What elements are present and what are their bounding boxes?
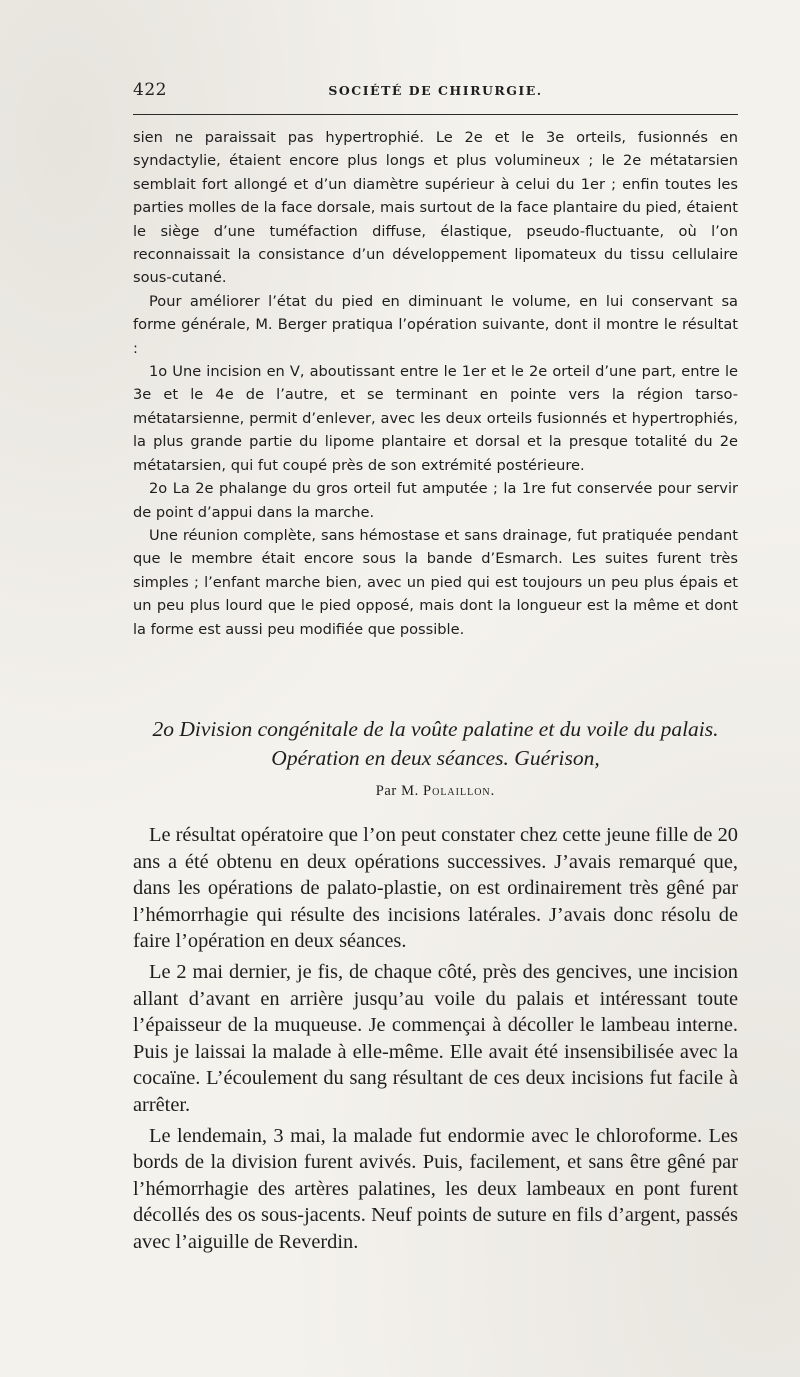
case-paragraph: 1o Une incision en V, aboutissant entre le 1er et le 2e orteil d’une part, entre le 3e et le 4e de l’autre, et se terminant en pointe vers la région tarso-métatarsienne, permit d’enlever, avec les deux orteils fusionnés et hypertrophiés, la plus grande partie du lipome plantaire et dorsal et la presque totalité du 2e métatarsien, qui fut coupé près de son extrémité postérieure. (133, 363, 738, 474)
section-title-line: 2o Division congénitale de la voûte palatine et du voile du palais. (152, 717, 719, 741)
running-title: SOCIÉTÉ DE CHIRURGIE. (328, 83, 543, 98)
section-title (133, 715, 738, 773)
page-header (133, 80, 738, 102)
page-number: 422 (133, 80, 167, 100)
body-paragraph: Le lendemain, 3 mai, la malade fut endormie avec le chloroforme. Les bords de la division furent avivés. Puis, facilement, et sans être gêné par l’hémorrhagie des artères palatines, les deux lambeaux en pont furent décollés des os sous-jacents. Neuf points de suture en fils d’argent, passés avec l’aiguille de Reverdin. (133, 1124, 738, 1253)
article-body (133, 822, 738, 1260)
case-paragraph: Une réunion complète, sans hémostase et sans drainage, fut pratiquée pendant que le membre était encore sous la bande d’Esmarch. Les suites furent très simples ; l’enfant marche bien, avec un pied qui est toujours un peu plus épais et un peu plus lourd que le pied opposé, mais dont la longueur est la même et dont la forme est aussi peu modifiée que possible. (133, 526, 738, 638)
body-paragraph: Le résultat opératoire que l’on peut constater chez cette jeune fille de 20 ans a été obtenu en deux opérations successives. J’avais remarqué que, dans les opérations de palato-plastie, on est ordinairement très gêné par l’hémorrhagie qui résulte des incisions latérales. J’avais donc résolu de faire l’opération en deux séances. (133, 824, 738, 953)
case-report-text (133, 126, 738, 641)
case-paragraph: Pour améliorer l’état du pied en diminuant le volume, en lui conservant sa forme générale, M. Berger pratiqua l’opération suivante, dont il montre le résultat : (133, 292, 738, 357)
author-line (133, 783, 738, 800)
body-paragraph: Le 2 mai dernier, je fis, de chaque côté, près des gencives, une incision allant d’avant en arrière jusqu’au voile du palais et intéressant toute l’épaisseur de la muqueuse. Je commençai à décoller le lambeau interne. Puis je laissai la malade à elle-même. Elle avait été insensibilisée avec la cocaïne. L’écoulement du sang résultant de ces deux incisions fut facile à arrêter. (133, 960, 738, 1116)
header-rule (133, 114, 738, 115)
author-prefix: Par M. (375, 783, 419, 799)
case-paragraph: sien ne paraissait pas hypertrophié. Le 2e et le 3e orteils, fusionnés en syndactylie, étaient encore plus longs et plus volumineux ; le 2e métatarsien semblait fort allongé et d’un diamètre supérieur à celui du 1er ; enfin toutes les parties molles de la face dorsale, mais surtout de la face plantaire du pied, étaient le siège d’une tuméfaction diffuse, élastique, pseudo-fluctuante, où l’on reconnaissait la consistance d’un développement lipomateux du tissu cellulaire sous-cutané. (133, 129, 738, 287)
section-title-line: Opération en deux séances. Guérison, (271, 746, 600, 770)
case-paragraph: 2o La 2e phalange du gros orteil fut amputée ; la 1re fut conservée pour servir de point d’appui dans la marche. (133, 480, 738, 521)
author-name: Polaillon. (423, 783, 496, 799)
